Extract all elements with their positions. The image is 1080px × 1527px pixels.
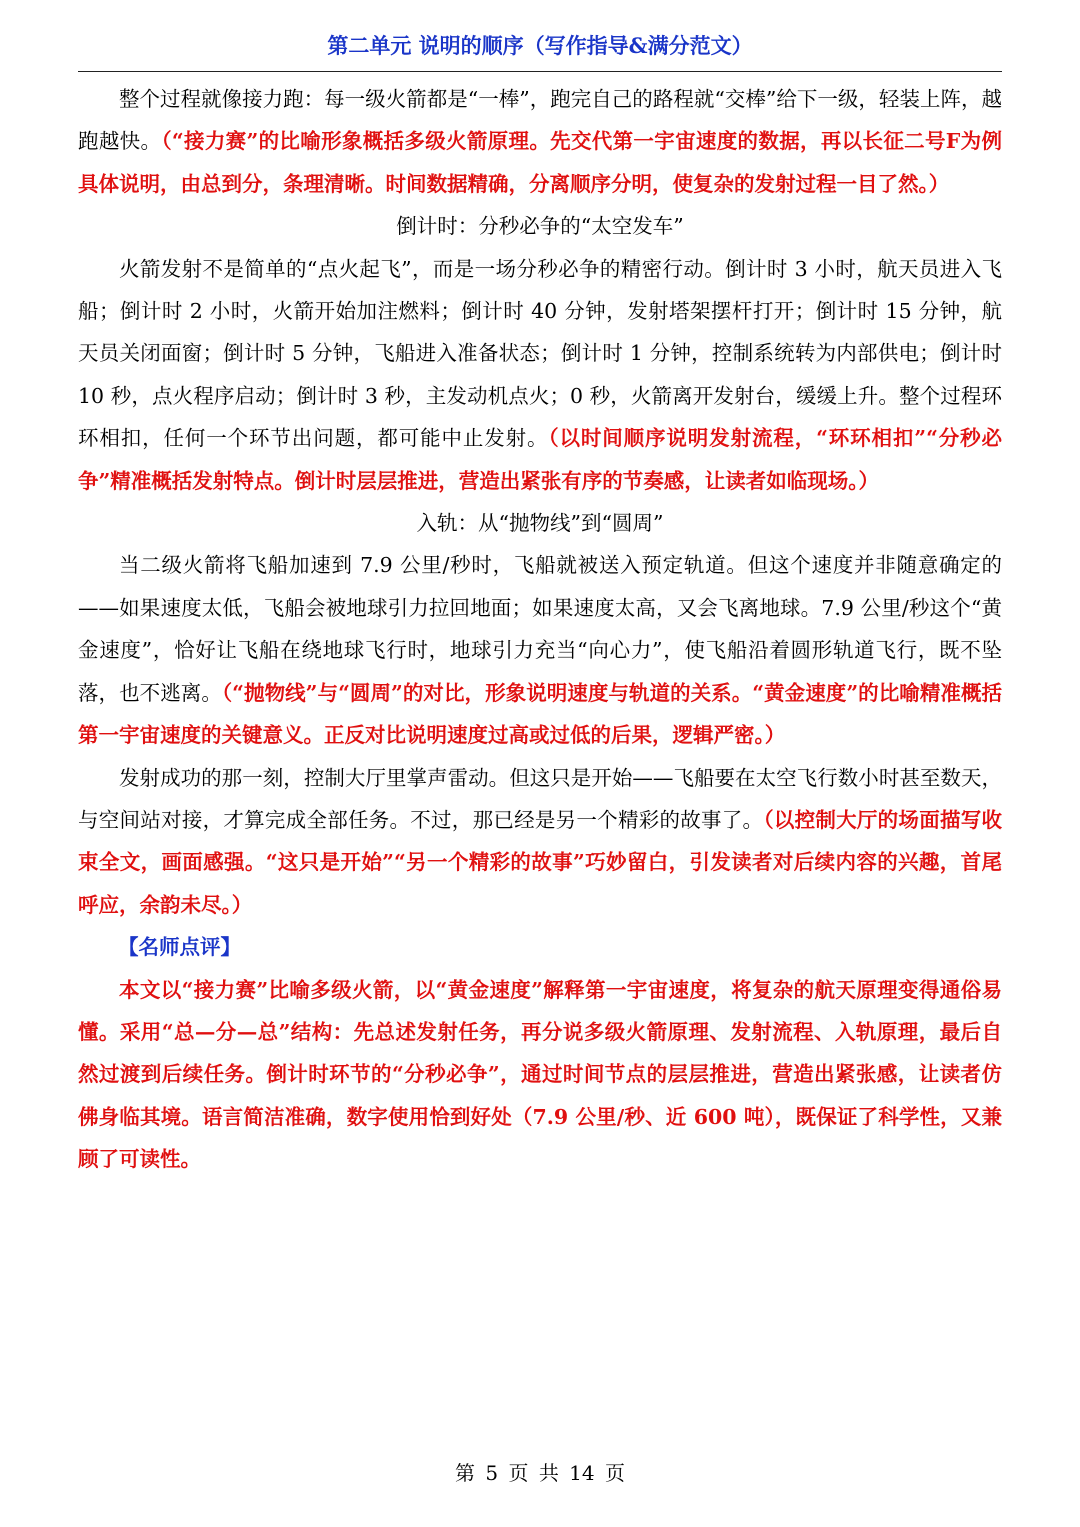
review-title: 【名师点评】 (117, 935, 241, 960)
section-subheading-countdown: 倒计时：分秒必争的“太空发车” (396, 214, 684, 239)
footer-page-number: 5 (485, 1461, 499, 1485)
page-footer (0, 1458, 1080, 1488)
paragraph-text: 当二级火箭将飞船加速到 7.9 公里/秒时，飞船就被送入预定轨道。但这个速度并非随意确定的——如果速度太低，飞船会被地球引力拉回地面；如果速度太高，又会飞离地球。7.9 公里/秒这个“黄金速度”，恰好让飞船在绕地球飞行时，地球引力充当“向心力”，使飞船沿着圆形轨道飞行，既不坠落，也不逃离。 (78, 553, 1002, 705)
annotation-note: （“接力赛”的比喻形象概括多级火箭原理。先交代第一宇宙速度的数据，再以长征二号F为例具体说明，由总到分，条理清晰。时间数据精确，分离顺序分明，使复杂的发射过程一目了然。） (78, 129, 1003, 196)
annotation-note: （以控制大厅的场面描写收束全文，画面感强。“这只是开始”“另一个精彩的故事”巧妙留白，引发读者对后续内容的兴趣，首尾呼应，余韵未尽。） (78, 807, 1002, 917)
paragraph-countdown (78, 248, 1002, 502)
paragraph-orbit (78, 544, 1002, 756)
section-subheading-orbit: 入轨：从“抛物线”到“圆周” (416, 511, 664, 536)
footer-ye: 页 (508, 1461, 529, 1485)
paragraph-text: 火箭发射不是简单的“点火起飞”，而是一场分秒必争的精密行动。倒计时 3 小时，航天员进入飞船；倒计时 2 小时，火箭开始加注燃料；倒计时 40 分钟，发射塔架摆杆打开；倒计时 15 分钟，航天员关闭面窗；倒计时 5 分钟，飞船进入准备状态；倒计时 1 分钟，控制系统转为内部供电；倒计时 10 秒，点火程序启动；倒计时 3 秒，主发动机点火；0 秒，火箭离开发射台，缓缓上升。整个过程环环相扣，任何一个环节出问题，都可能中止发射。 (78, 256, 1002, 451)
annotation-note: （“抛物线”与“圆周”的对比，形象说明速度与轨道的关系。“黄金速度”的比喻精准概括第一宇宙速度的关键意义。正反对比说明速度过高或过低的后果，逻辑严密。） (78, 680, 1002, 748)
paragraph-ending (78, 757, 1002, 927)
footer-gong: 共 (538, 1461, 559, 1485)
footer-ye-2: 页 (604, 1461, 625, 1485)
paragraph-text: 发射成功的那一刻，控制大厅里掌声雷动。但这只是开始——飞船要在太空飞行数小时甚至数天，与空间站对接，才算完成全部任务。不过，那已经是另一个精彩的故事了。 (78, 765, 1002, 832)
document-body (78, 78, 1002, 1181)
footer-total-pages: 14 (569, 1461, 595, 1485)
footer-di: 第 (455, 1461, 475, 1485)
review-paragraph (78, 969, 1002, 1181)
review-section-title (78, 926, 1002, 968)
paragraph-relay (78, 78, 1002, 205)
annotation-note: （以时间顺序说明发射流程，“环环相扣”“分秒必争”精准概括发射特点。倒计时层层推进，营造出紧张有序的节奏感，让读者如临现场。） (78, 426, 1003, 493)
paragraph-text: 整个过程就像接力跑：每一级火箭都是“一棒”，跑完自己的路程就“交棒”给下一级，轻装上阵，越跑越快。 (78, 87, 1002, 154)
header-divider (78, 71, 1002, 72)
page-header-title: 第二单元 说明的顺序（写作指导&满分范文） (327, 33, 753, 58)
review-text: 本文以“接力赛”比喻多级火箭，以“黄金速度”解释第一宇宙速度，将复杂的航天原理变得通俗易懂。采用“总—分—总”结构：先总述发射任务，再分说多级火箭原理、发射流程、入轨原理，最后自然过渡到后续任务。倒计时环节的“分秒必争”，通过时间节点的层层推进，营造出紧张感，让读者仿佛身临其境。语言简洁准确，数字使用恰到好处（7.9 公里/秒、近 600 吨），既保证了科学性，又兼顾了可读性。 (78, 977, 1002, 1172)
